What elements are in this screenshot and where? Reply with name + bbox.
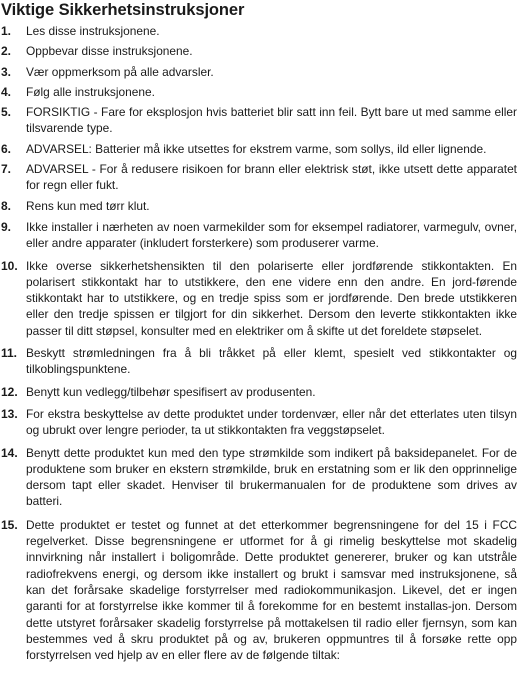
item-number: 12.	[1, 384, 18, 399]
list-item	[1, 104, 517, 137]
item-text: Ikke installer i nærheten av noen varmekilder som for eksempel radiatorer, varmegulv, ovner, eller andre apparater (inkludert forsterkere) som produserer varme.	[26, 219, 517, 251]
page-title: Viktige Sikkerhetsinstruksjoner	[1, 1, 245, 19]
item-number: 7.	[1, 162, 12, 177]
item-number: 11.	[1, 346, 18, 361]
item-number: 3.	[1, 64, 12, 79]
item-number: 13.	[1, 406, 18, 421]
list-item	[1, 23, 517, 39]
item-text: Følg alle instruksjonene.	[26, 84, 155, 99]
item-text: Oppbevar disse instruksjonene.	[26, 44, 193, 59]
item-text: Benytt kun vedlegg/tilbehør spesifisert av produsenten.	[26, 384, 316, 399]
list-item	[1, 345, 517, 378]
list-item	[1, 517, 517, 664]
list-item	[1, 141, 517, 157]
item-number: 6.	[1, 141, 12, 156]
item-text: ADVARSEL: Batterier må ikke utsettes for ekstrem varme, som sollys, ild eller lignende.	[26, 141, 487, 156]
item-number: 14.	[1, 445, 18, 460]
list-item	[1, 43, 517, 59]
item-number: 2.	[1, 44, 12, 59]
item-text: Beskytt strømledningen fra å bli tråkket på eller klemt, spesielt ved stikkontakter og tilkoblingspunktene.	[26, 346, 517, 377]
item-text: Rens kun med tørr klut.	[26, 198, 150, 213]
list-item	[1, 258, 517, 339]
safety-instructions-list	[1, 23, 517, 663]
item-number: 10.	[1, 258, 18, 273]
list-item	[1, 84, 517, 100]
item-text: Dette produktet er testet og funnet at det etterkommer begrensningene for del 15 i FCC regelverket. Disse begrensningene er utformet for å gi rimelig beskyttelse mot skadelig innvirkning når installert i boligområde. Dette produktet genererer, bruker og kan utstråle radiofrekvens energi, og dersom ikke installert og brukt i samsvar med instruksjonene, så kan det forårsake skadelige forstyrrelser med radiokommunikasjon. Likevel, det er ingen garanti for at forstyrrelse ikke kommer til å forekomme for en bestemt installas-jon. Dersom dette utstyret forårsaker skadelig forstyrrelse på mottakelsen til radio eller fjernsyn, som kan bestemmes ved å skru produktet på og av, brukeren oppmuntres til å forsøke rette opp forstyrrelsen ved hjelp av en eller flere av de følgende tiltak:	[26, 517, 517, 663]
item-text: For ekstra beskyttelse av dette produktet under tordenvær, eller når det etterlates uten tilsyn og ubrukt over lengre perioder, ta ut stikkontakten fra veggstøpselet.	[26, 406, 517, 438]
item-number: 15.	[1, 517, 18, 532]
list-item	[1, 445, 517, 510]
item-number: 9.	[1, 219, 12, 234]
item-number: 5.	[1, 105, 12, 120]
item-text: FORSIKTIG - Fare for eksplosjon hvis batteriet blir satt inn feil. Bytt bare ut med samme eller tilsvarende type.	[26, 105, 517, 136]
item-number: 1.	[1, 24, 12, 38]
list-item	[1, 198, 517, 214]
list-item	[1, 64, 517, 80]
list-item	[1, 219, 517, 252]
item-number: 8.	[1, 198, 12, 213]
item-text: ADVARSEL - For å redusere risikoen for brann eller elektrisk støt, ikke utsett dette apparatet for regn eller fukt.	[26, 162, 517, 193]
item-text: Benytt dette produktet kun med den type strømkilde som indikert på baksidepanelet. For de produktene som bruker en ekstern strømkilde, bruk en erstatning som er lik den opprinnelige dersom tapt eller skadet. Henviser til brukermanualen for de produktene som drives av batteri.	[26, 445, 517, 509]
item-text: Vær oppmerksom på alle advarsler.	[26, 64, 214, 79]
list-item	[1, 384, 517, 400]
item-text: Ikke overse sikkerhetshensikten til den polariserte eller jordførende stikkontakten. En polarisert stikkontakt har to utstikkere, den ene videre enn den andre. En jord-førende stikkontakt har to utstikkere, og en tredje spiss som er jordførende. Den brede utstikkeren eller den tredje spissen er tilgjort for din sikkerhet. Dersom den leverte stikkontakten ikke passer til ditt støpsel, konsulter med en elektriker om å skifte ut det foreldete støpselet.	[26, 258, 517, 338]
list-item	[1, 161, 517, 194]
item-number: 4.	[1, 84, 12, 99]
list-item	[1, 406, 517, 439]
item-text: Les disse instruksjonene.	[26, 24, 160, 38]
